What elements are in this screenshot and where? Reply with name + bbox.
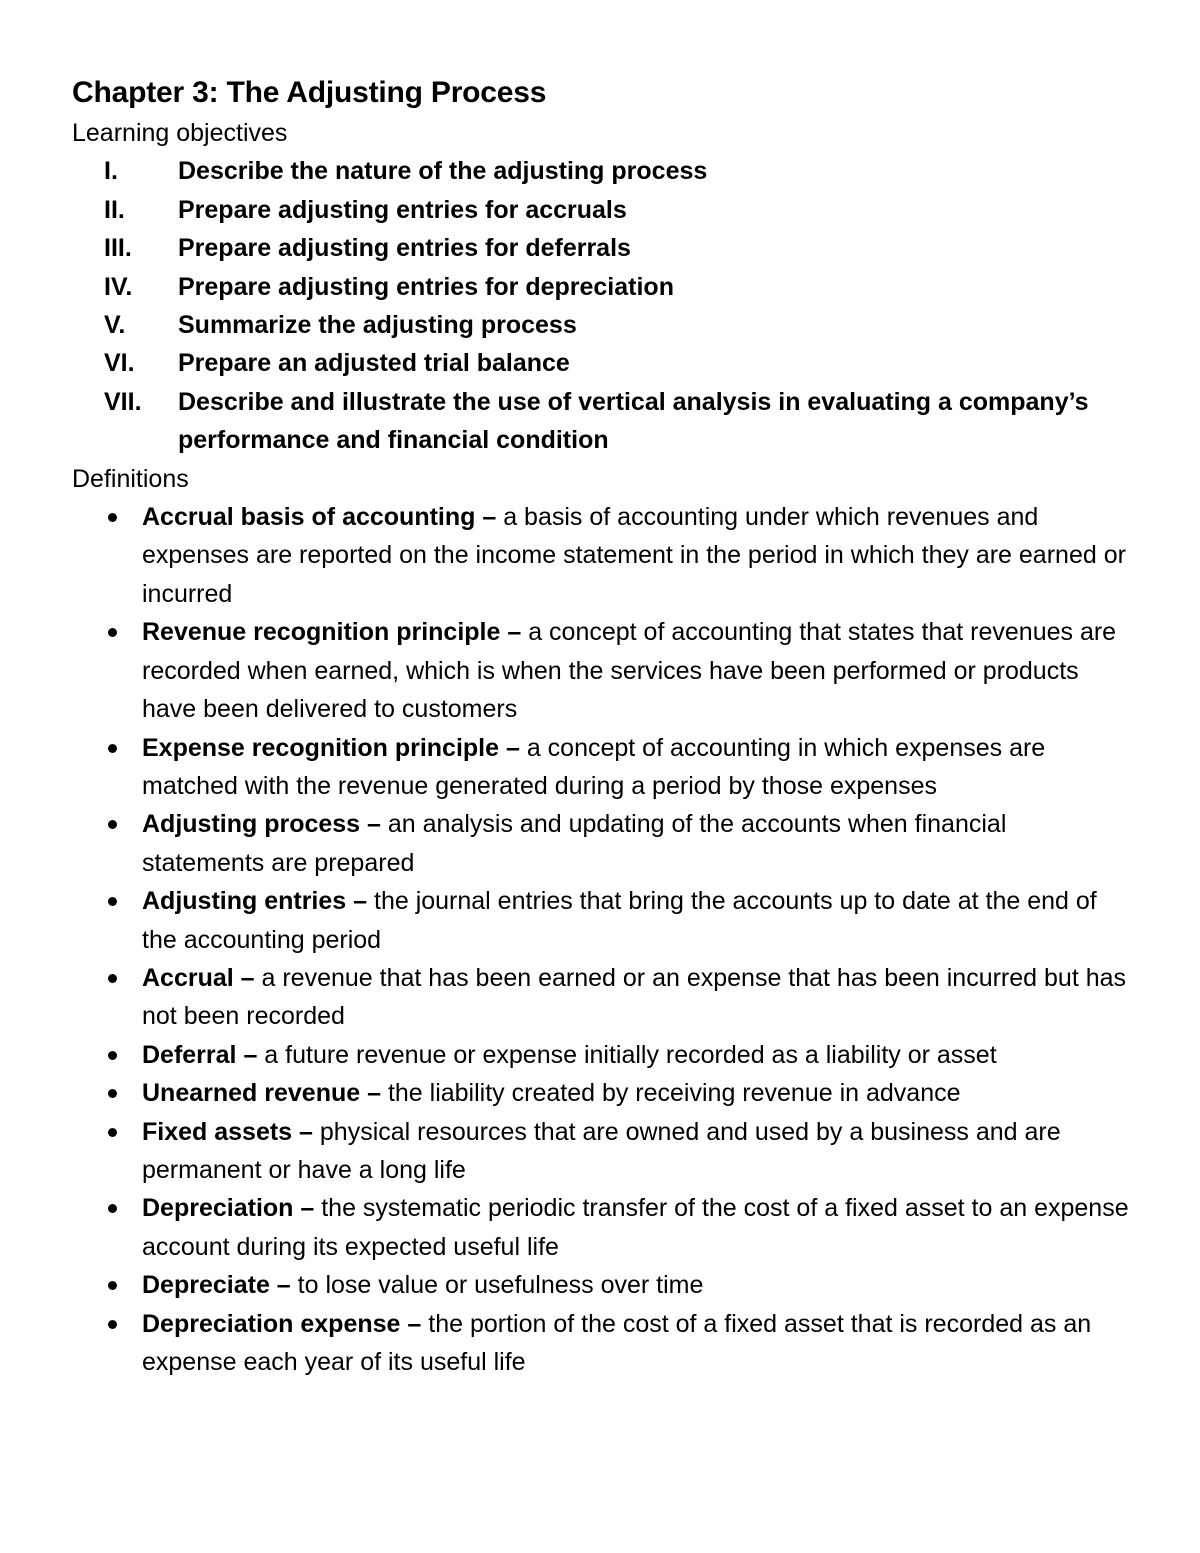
definition-item: [72, 1305, 1132, 1382]
definition-term: Accrual –: [142, 963, 255, 992]
bullet-icon: [72, 613, 142, 728]
document-page: [72, 72, 1132, 1381]
objective-text: Prepare an adjusted trial balance: [178, 349, 570, 378]
objective-text: Describe the nature of the adjusting process: [178, 157, 708, 186]
definition-term: Revenue recognition principle –: [142, 618, 522, 647]
definition-text: a concept of accounting that states that revenues are recorded when earned, which is when the services have been performed or products have been delivered to customers: [142, 618, 1117, 724]
bullet-icon: [72, 1036, 142, 1074]
definition-text: a future revenue or expense initially recorded as a liability or asset: [257, 1040, 997, 1069]
definition-term: Accrual basis of accounting –: [142, 503, 497, 532]
objective-item: [72, 229, 1132, 267]
definitions-heading: Definitions: [72, 464, 189, 493]
definition-text: to lose value or usefulness over time: [290, 1271, 704, 1300]
page-title: Chapter 3: The Adjusting Process: [72, 76, 547, 109]
objective-text: Summarize the adjusting process: [178, 311, 577, 340]
objective-item: [72, 268, 1132, 306]
bullet-icon: [72, 1189, 142, 1266]
bullet-icon: [72, 1113, 142, 1190]
objective-numeral: VII.: [104, 387, 142, 416]
bullet-icon: [72, 959, 142, 1036]
bullet-icon: [72, 1074, 142, 1112]
definition-term: Adjusting process –: [142, 810, 381, 839]
definition-item: [72, 882, 1132, 959]
definition-text: a basis of accounting under which revenues and expenses are reported on the income statement in the period in which they are earned or incurred: [142, 503, 1126, 608]
objective-text: Prepare adjusting entries for depreciation: [178, 272, 674, 301]
definition-text: the journal entries that bring the accounts up to date at the end of the accounting period: [142, 887, 1097, 954]
definition-text: the systematic periodic transfer of the cost of a fixed asset to an expense account during its expected useful life: [142, 1194, 1129, 1261]
definition-item: [72, 1266, 1132, 1304]
bullet-icon: [72, 498, 142, 613]
bullet-icon: [72, 1266, 142, 1304]
definition-term: Expense recognition principle –: [142, 733, 520, 762]
definition-text: the portion of the cost of a fixed asset that is recorded as an expense each year of its useful life: [142, 1309, 1092, 1376]
objective-numeral: V.: [104, 311, 126, 340]
objective-item: [72, 191, 1132, 229]
definition-term: Depreciation –: [142, 1194, 315, 1223]
definition-item: [72, 1036, 1132, 1074]
definition-term: Unearned revenue –: [142, 1079, 381, 1108]
definition-item: [72, 959, 1132, 1036]
bullet-icon: [72, 729, 142, 806]
definition-item: [72, 729, 1132, 806]
objective-item: [72, 306, 1132, 344]
objective-text: Prepare adjusting entries for accruals: [178, 195, 627, 224]
objective-numeral: I.: [104, 157, 118, 186]
definition-item: [72, 1189, 1132, 1266]
objective-numeral: III.: [104, 234, 132, 263]
objective-item: [72, 152, 1132, 190]
objective-numeral: VI.: [104, 349, 135, 378]
definition-text: physical resources that are owned and used by a business and are permanent or have a long life: [142, 1117, 1061, 1184]
definition-item: [72, 1074, 1132, 1112]
objective-numeral: IV.: [104, 272, 133, 301]
objective-item: [72, 344, 1132, 382]
definition-item: [72, 1113, 1132, 1190]
objective-numeral: II.: [104, 195, 125, 224]
definition-text: the liability created by receiving revenue in advance: [381, 1079, 961, 1108]
definition-term: Deferral –: [142, 1040, 258, 1069]
definition-term: Depreciation expense –: [142, 1309, 422, 1338]
definition-item: [72, 498, 1132, 613]
objective-text: Describe and illustrate the use of vertical analysis in evaluating a company’s performance and financial condition: [178, 387, 1089, 455]
definition-term: Adjusting entries –: [142, 887, 368, 916]
definition-item: [72, 805, 1132, 882]
bullet-icon: [72, 805, 142, 882]
bullet-icon: [72, 882, 142, 959]
definition-text: a revenue that has been earned or an expense that has been incurred but has not been recorded: [142, 963, 1127, 1031]
definition-term: Depreciate –: [142, 1271, 291, 1300]
definitions-list: [72, 498, 1132, 1381]
objective-text: Prepare adjusting entries for deferrals: [178, 234, 631, 263]
definition-text: a concept of accounting in which expenses are matched with the revenue generated during a period by those expenses: [142, 733, 1046, 800]
objective-item: [72, 383, 1132, 460]
objectives-list: [72, 152, 1132, 459]
objectives-heading: Learning objectives: [72, 119, 288, 147]
bullet-icon: [72, 1305, 142, 1382]
definition-term: Fixed assets –: [142, 1117, 313, 1146]
definition-item: [72, 613, 1132, 728]
definition-text: an analysis and updating of the accounts when financial statements are prepared: [142, 810, 1007, 877]
